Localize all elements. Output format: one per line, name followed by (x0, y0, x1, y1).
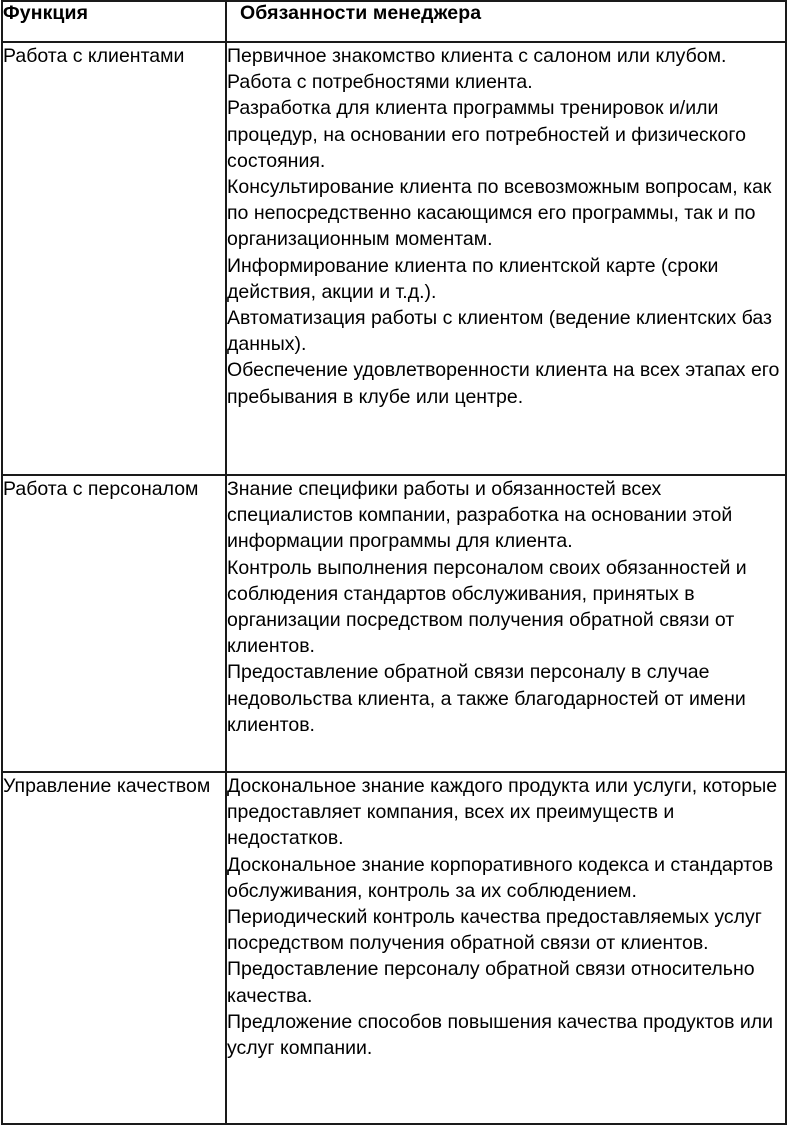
duty-item: Предоставление обратной связи персоналу в случае недовольства клиента, а также благодарностей от имени клиентов. (227, 661, 746, 736)
duty-item: Контроль выполнения персоналом своих обязанностей и соблюдения стандартов обслуживания, принятых в организации посредством получения обратной связи от клиентов. (227, 556, 747, 658)
duty-item: Доскональное знание каждого продукта или услуги, которые предоставляет компания, всех их преимуществ и недостатков. (227, 775, 778, 850)
table-row (2, 42, 786, 475)
column-header-duties: Обязанности менеджера (226, 1, 786, 42)
manager-duties-table (1, 0, 787, 1125)
table-row (2, 475, 786, 772)
duty-item: Работа с потребностями клиента. (227, 71, 533, 94)
function-cell-quality: Управление качеством (2, 772, 226, 1124)
duty-item: Периодический контроль качества предоставляемых услуг посредством получения обратной связи от клиентов. (227, 906, 762, 955)
function-cell-clients: Работа с клиентами (2, 42, 226, 475)
table-body (2, 42, 786, 1124)
duty-item: Обеспечение удовлетворенности клиента на всех этапах его пребывания в клубе или центре. (227, 359, 780, 408)
duty-item: Разработка для клиента программы тренировок и/или процедур, на основании его потребностей и физического состояния. (227, 97, 746, 172)
duty-item: Консультирование клиента по всевозможным вопросам, как по непосредственно касающимся его программы, так и по организационным моментам. (227, 176, 772, 251)
duty-item: Предоставление персоналу обратной связи относительно качества. (227, 958, 755, 1007)
duties-cell-clients (226, 42, 786, 475)
table-row (2, 772, 786, 1124)
table-header (2, 1, 786, 42)
duty-item: Информирование клиента по клиентской карте (сроки действия, акции и т.д.). (227, 254, 719, 303)
duty-item: Автоматизация работы с клиентом (ведение клиентских баз данных). (227, 307, 772, 356)
duty-item: Первичное знакомство клиента с салоном или клубом. (227, 45, 727, 67)
duty-item: Знание специфики работы и обязанностей всех специалистов компании, разработка на основании этой информации программы для клиента. (227, 478, 733, 553)
duty-item: Предложение способов повышения качества продуктов или услуг компании. (227, 1010, 774, 1060)
table-header-row (2, 1, 786, 42)
function-cell-staff: Работа с персоналом (2, 475, 226, 772)
column-header-function: Функция (2, 1, 226, 42)
duties-cell-staff (226, 475, 786, 772)
duty-item: Доскональное знание корпоративного кодекса и стандартов обслуживания, контроль за их соблюдением. (227, 853, 774, 902)
duties-cell-quality (226, 772, 786, 1124)
